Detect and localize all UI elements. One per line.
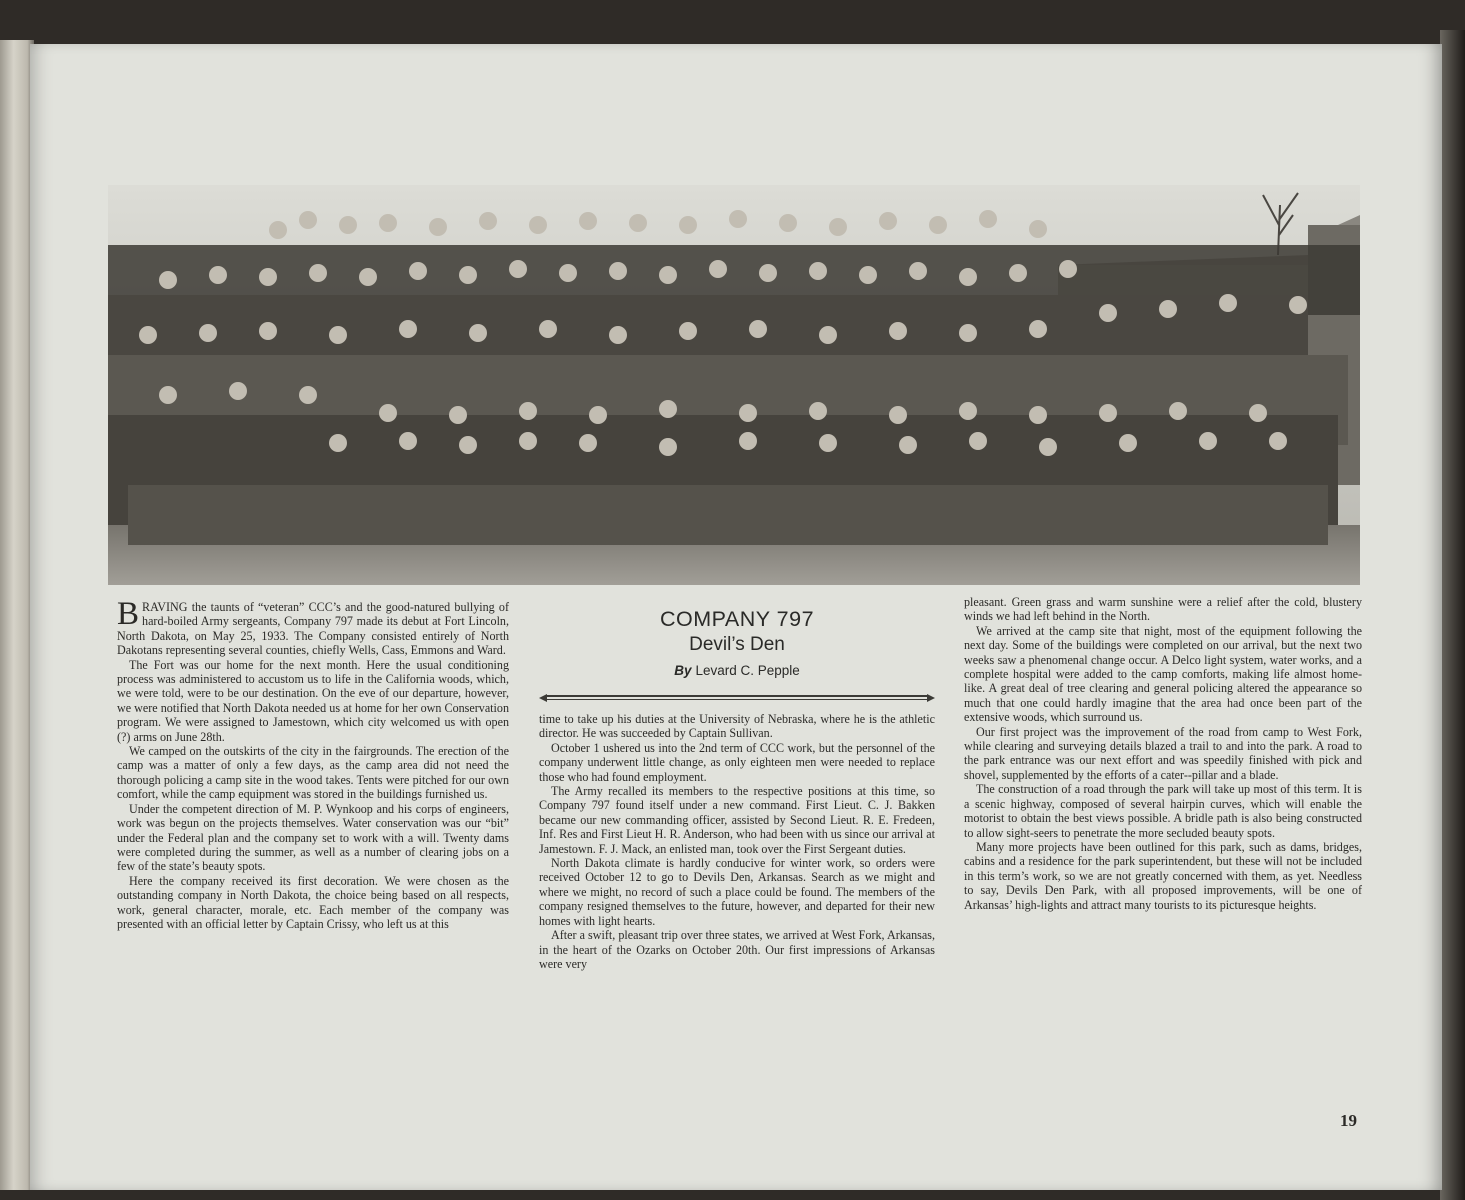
group-photo-illustration: [108, 185, 1360, 585]
byline: [539, 662, 935, 680]
article-headline: [539, 606, 935, 680]
article-subtitle: Devil’s Den: [689, 634, 785, 655]
author-name: Levard C. Pepple: [695, 663, 800, 678]
article-title: COMPANY 797: [659, 607, 815, 631]
drop-cap: B: [117, 596, 140, 632]
paragraph: The construction of a road through the park will take up most of this term. It is a scenic highway, composed of several hairpin curves, which will enable the motorist to obtain the best views possible. A bridle path is also being constructed to allow sight-seers to penetrate the more secluded beauty spots.: [964, 782, 1362, 840]
paragraph: time to take up his duties at the University of Nebraska, where he is the athletic director. He was succeeded by Captain Sullivan.: [539, 712, 935, 741]
paragraph-text: RAVING the taunts of “veteran” CCC’s and the good-natured bullying of hard-boiled Army sergeants, Company 797 made its debut at Fort Lincoln, North Dakota, on May 25, 1933. The Company consisted entirely of North Dakotans representing several counties, chiefly Wells, Cass, Emmons and Ward.: [117, 600, 509, 658]
paragraph: Under the competent direction of M. P. Wynkoop and his corps of engineers, work was begun on the projects themselves. Water conservation was our “bit” under the Federal plan and the company set to work with a will. Twenty dams were completed during the summer, as well as a number of clearing jobs on a few of the state’s beauty spots.: [117, 801, 509, 874]
paragraph: Our first project was the improvement of the road from camp to West Fork, while clearing and surveying details blazed a trail to and into the park. A road to the park entrance was our next effort and was speedily finished with pick and shovel, supplemented by the efforts of a cater--pillar and a blade.: [964, 724, 1362, 782]
byline-prefix: By: [674, 663, 692, 678]
paragraph: We camped on the outskirts of the city in the fairgrounds. The erection of the camp was a matter of only a few days, as the camp area did not need the thorough policing a camp site in the wood takes. Tents were pitched for our own comfort, while the camp equipment was stored in the buildings furnished us.: [117, 744, 509, 802]
paragraph: pleasant. Green grass and warm sunshine were a relief after the cold, blustery winds we had left behind in the North.: [964, 595, 1362, 624]
paragraph: We arrived at the camp site that night, most of the equipment following the next day. Some of the buildings were completed on our arrival, but the next two weeks saw a phenomenal change occur. A Delco light system, water works, and a complete hospital were added to the camp comforts, making life almost home-like. A great deal of tree clearing and general policing altered the appearance so much that one could hardly imagine that the area had once been part of the extensive woods, which surround us.: [964, 623, 1362, 725]
left-page-edge: [0, 40, 34, 1190]
group-photo: [108, 185, 1360, 585]
paragraph: After a swift, pleasant trip over three states, we arrived at West Fork, Arkansas, in the heart of the Ozarks on October 20th. Our first impressions of Arkansas were very: [539, 928, 935, 971]
paragraph: Here the company received its first decoration. We were chosen as the outstanding company in North Dakota, the choice being based on all respects, work, general character, morale, etc. Each member of the company was presented with an official letter by Captain Crissy, who left us at this: [117, 873, 509, 931]
column-1: [117, 596, 509, 931]
magazine-page: [30, 44, 1442, 1190]
paragraph: October 1 ushered us into the 2nd term of CCC work, but the personnel of the company underwent little change, as only eighteen men were needed to replace those who had found employment.: [539, 740, 935, 784]
page-number: 19: [1340, 1111, 1357, 1130]
paragraph: The Fort was our home for the next month. Here the usual conditioning process was administered to accustom us to life in the California woods, which, we were told, were to be our destination. On the eve of our departure, however, we were notified that North Dakota needed us at home for her own Conservation program. We were assigned to Jamestown, which city welcomed us with open (?) arms on June 28th.: [117, 657, 509, 744]
column-3: [964, 595, 1362, 912]
paragraph: [117, 596, 509, 658]
paragraph: The Army recalled its members to the respective positions at this time, so Company 797 found itself under a new command. First Lieut. C. J. Bakken became our new commanding officer, assisted by Second Lieut. R. E. Fredeen, Inf. Res and First Lieut H. R. Anderson, who had been with us since our arrival at Jamestown. F. J. Mack, an enlisted man, took over the First Sergeant duties.: [539, 784, 935, 856]
book-cover-edge: [1440, 30, 1465, 1200]
paragraph: Many more projects have been outlined for this park, such as dams, bridges, cabins and a residence for the park superintendent, but these will not be included in this term’s work, so we are not greatly concerned with them, as yet. Needless to say, Devils Den Park, with all proposed improvements, will be one of Arkansas’ high-lights and attract many tourists to its picturesque heights.: [964, 839, 1362, 912]
column-2: [539, 712, 935, 971]
paragraph: North Dakota climate is hardly conducive for winter work, so orders were received October 12 to go to Devils Den, Arkansas. Search as we might and where we might, no record of such a place could be found. The members of the company resigned themselves to the future, however, and departed for their new homes with light hearts.: [539, 856, 935, 928]
decorative-rule: [539, 693, 935, 703]
